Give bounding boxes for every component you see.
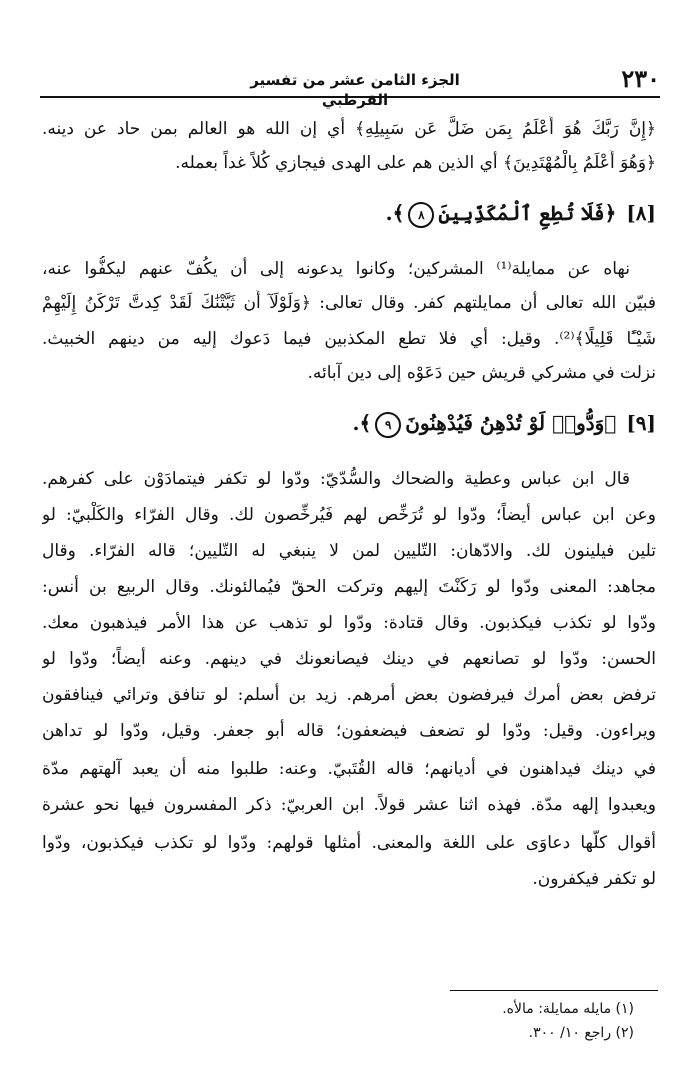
text-line: ﴿إِنَّ رَبَّكَ هُوَ أَعْلَمُ بِمَن ضَلَّ عَن سَبِيلِهِ﴾ أي إن الله هو العالم بمن حاد عن دينه. — [42, 119, 656, 139]
verse-text: ﴿وَدُّوا۟ لَوْ تُدْهِنُ فَيُدْهِنُونَ — [405, 411, 617, 435]
text-line: فبيّن الله تعالى أن ممايلتهم كفر. وقال تعالى: ﴿وَلَوْلَآ أَن ثَبَّتْنَٰكَ لَقَدْ كِدتَّ تَرْكَنُ إِلَيْهِمْ — [42, 293, 656, 313]
ayah-end-mark: ٩ — [375, 412, 401, 438]
text-line: ﴿وَهُوَ أَعْلَمُ بِالْمُهْتَدِينَ﴾ أي الذين هم على الهدى فيجازي كُلاً غداً بعمله. — [175, 153, 656, 173]
text-line: ويراءون. وقيل: ودّوا لو تضعف فيضعفون؛ قاله أبو جعفر. وقيل، ودّوا لو تداهن — [42, 721, 656, 741]
verse-number: [٨] — [626, 201, 656, 225]
footnote: (١) مايله ممايلة: مالأه. — [502, 1001, 634, 1017]
text-line: نزلت في مشركي قريش حين دَعَوْه إلى دين آبائه. — [307, 363, 656, 383]
text-line: لو تكفر فيكفرون. — [532, 869, 656, 889]
text-line: مجاهد: المعنى ودّوا لو رَكَنْتَ إليهم وتركت الحقّ فيُمالئونك. وقال الربيع بن أنس: — [42, 577, 656, 597]
text-line: شَيْـًٔا قَلِيلًا﴾⁽²⁾. وقيل: أي فلا تطع المكذبين فيما دَعوك إليه من دينهم الخبيث. — [42, 329, 656, 349]
text-line: ويعبدوا إلهه مدّة. فهذه اثنا عشر قولاً. ابن العربيّ: ذكر المفسرون فيها نحو عشرة — [42, 795, 656, 815]
verse-heading-8 — [42, 198, 656, 228]
text-line: الحسن: ودّوا لو تصانعهم في دينك فيصانعونك في دينهم. وعنه أيضاً؛ ودّوا لو — [42, 649, 656, 669]
page-number: ٢٣٠ — [621, 64, 660, 93]
text-line: وعن ابن عباس أيضاً؛ ودّوا لو تُرَخِّص لهم فَيُرخِّصون لك. وقال الفرّاء والكَلْبيّ: لو — [42, 505, 656, 525]
footnote-rule — [450, 990, 658, 991]
verse-heading-9 — [42, 408, 656, 438]
running-title: الجزء الثامن عشر من تفسير القرطبي — [250, 71, 460, 109]
verse-number: [٩] — [626, 411, 656, 435]
verse-close: ﴾. — [352, 411, 372, 435]
text-line: أقوال كلّها دعاوَى على اللغة والمعنى. أمثلها قولهم: ودّوا لو تكذب فيكذبون، ودّوا — [42, 833, 656, 853]
verse-text: ﴿فَلَا تُطِعِ ٱلْمُكَذِّبِينَ — [438, 201, 617, 225]
text-line: في دينك فيداهنون في أديانهم؛ قاله القُتَبيّ. وعنه: طلبوا منه أن يعبد آلهتهم مدّة — [42, 759, 656, 779]
verse-close: ﴾. — [385, 201, 405, 225]
text-line: ترفض بعض أمرك فيرفضون بعض أمرهم. زيد بن أسلم: لو تنافق وترائي فينافقون — [42, 685, 656, 705]
footnote: (٢) راجع ١٠/ ٣٠٠. — [528, 1025, 634, 1041]
text-line: تلين فيلينون لك. والادّهان: التّليين لمن لا ينبغي له التّليين؛ قاله الفرّاء. وقال — [42, 541, 656, 561]
page-header — [40, 64, 660, 109]
text-line: نهاه عن ممايلة⁽¹⁾ المشركين؛ وكانوا يدعونه إلى أن يكُفّ عنهم ليكفُّوا عنه، — [42, 259, 630, 279]
text-line: ودّوا لو تكذب فيكذبون. وقال قتادة: ودّوا لو تذهب عن هذا الأمر فيذهبون معك. — [42, 613, 656, 633]
ayah-end-mark: ٨ — [408, 202, 434, 228]
header-rule — [40, 96, 660, 98]
text-line: قال ابن عباس وعطية والضحاك والسُّدّيّ: ودّوا لو تكفر فيتمادَوْن على كفرهم. — [42, 469, 630, 489]
